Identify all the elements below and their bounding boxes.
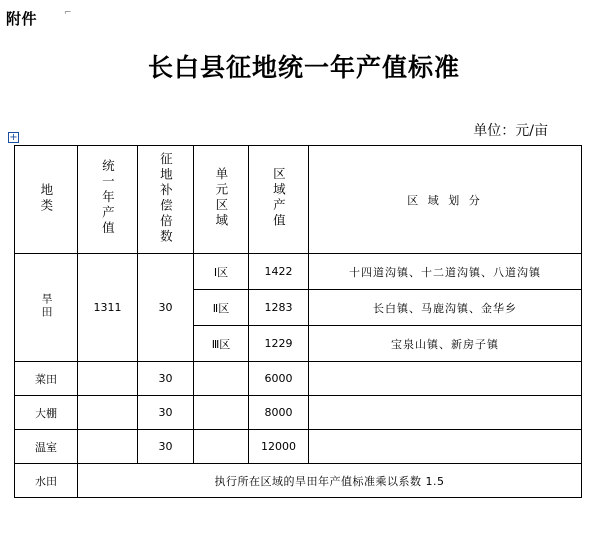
cell-multiple-warmhouse: 30 <box>138 430 194 464</box>
cell-unit-zone-vegetable <box>194 362 249 396</box>
header-zone-output-label: 区域产值 <box>271 167 287 229</box>
cell-unified-output-warmhouse <box>78 430 138 464</box>
cell-unit-zone-3: Ⅲ区 <box>194 326 249 362</box>
unit-note: 单位：元/亩 <box>473 123 548 139</box>
header-zone-output <box>249 146 309 254</box>
table-header-row <box>15 146 582 254</box>
page-title: 长白县征地统一年产值标准 <box>147 53 460 82</box>
cell-land-type-dry <box>15 254 78 362</box>
cell-unit-zone-warmhouse <box>194 430 249 464</box>
cell-zone-division-2: 长白镇、马鹿沟镇、金华乡 <box>309 290 582 326</box>
cell-zone-division-warmhouse <box>309 430 582 464</box>
attachment-label: 附件 <box>6 10 38 28</box>
margin-tick-top: ⌐ <box>64 8 72 18</box>
cell-zone-output-vegetable: 6000 <box>249 362 309 396</box>
cell-land-type-vegetable: 菜田 <box>15 362 78 396</box>
header-land-type-label: 地类 <box>38 182 54 214</box>
header-land-type <box>15 146 78 254</box>
cell-zone-division-greenhouse <box>309 396 582 430</box>
anchor-marker-icon: + <box>9 132 18 143</box>
cell-unified-output-vegetable <box>78 362 138 396</box>
cell-zone-output-warmhouse: 12000 <box>249 430 309 464</box>
table-row <box>15 430 582 464</box>
header-unified-annual-output-label: 统一年产值 <box>100 159 116 237</box>
header-unified-annual-output <box>78 146 138 254</box>
header-unit-zone-label: 单元区域 <box>213 167 229 229</box>
table-row <box>15 396 582 430</box>
cell-land-type-dry-label: 旱田 <box>40 293 53 319</box>
cell-zone-division-1: 十四道沟镇、十二道沟镇、八道沟镇 <box>309 254 582 290</box>
table-row <box>15 254 582 290</box>
table-row <box>15 362 582 396</box>
header-compensation-multiple <box>138 146 194 254</box>
cell-zone-division-vegetable <box>309 362 582 396</box>
cell-land-type-warmhouse: 温室 <box>15 430 78 464</box>
cell-zone-output-3: 1229 <box>249 326 309 362</box>
header-unit-zone <box>194 146 249 254</box>
cell-zone-output-1: 1422 <box>249 254 309 290</box>
cell-land-type-paddy: 水田 <box>15 464 78 498</box>
cell-unit-zone-2: Ⅱ区 <box>194 290 249 326</box>
cell-zone-division-3: 宝泉山镇、新房子镇 <box>309 326 582 362</box>
header-zone-division: 区 域 划 分 <box>309 146 582 254</box>
cell-unit-zone-greenhouse <box>194 396 249 430</box>
cell-land-type-greenhouse: 大棚 <box>15 396 78 430</box>
standards-table <box>14 145 582 498</box>
cell-multiple-dry: 30 <box>138 254 194 362</box>
cell-zone-output-2: 1283 <box>249 290 309 326</box>
cell-unit-zone-1: Ⅰ区 <box>194 254 249 290</box>
table-row-last <box>15 464 582 498</box>
header-compensation-multiple-label: 征地补偿倍数 <box>158 151 174 245</box>
cell-zone-output-greenhouse: 8000 <box>249 396 309 430</box>
cell-multiple-vegetable: 30 <box>138 362 194 396</box>
cell-unified-output-dry: 1311 <box>78 254 138 362</box>
cell-paddy-note: 执行所在区域的旱田年产值标准乘以系数 1.5 <box>78 464 582 498</box>
cell-unified-output-greenhouse <box>78 396 138 430</box>
cell-multiple-greenhouse: 30 <box>138 396 194 430</box>
